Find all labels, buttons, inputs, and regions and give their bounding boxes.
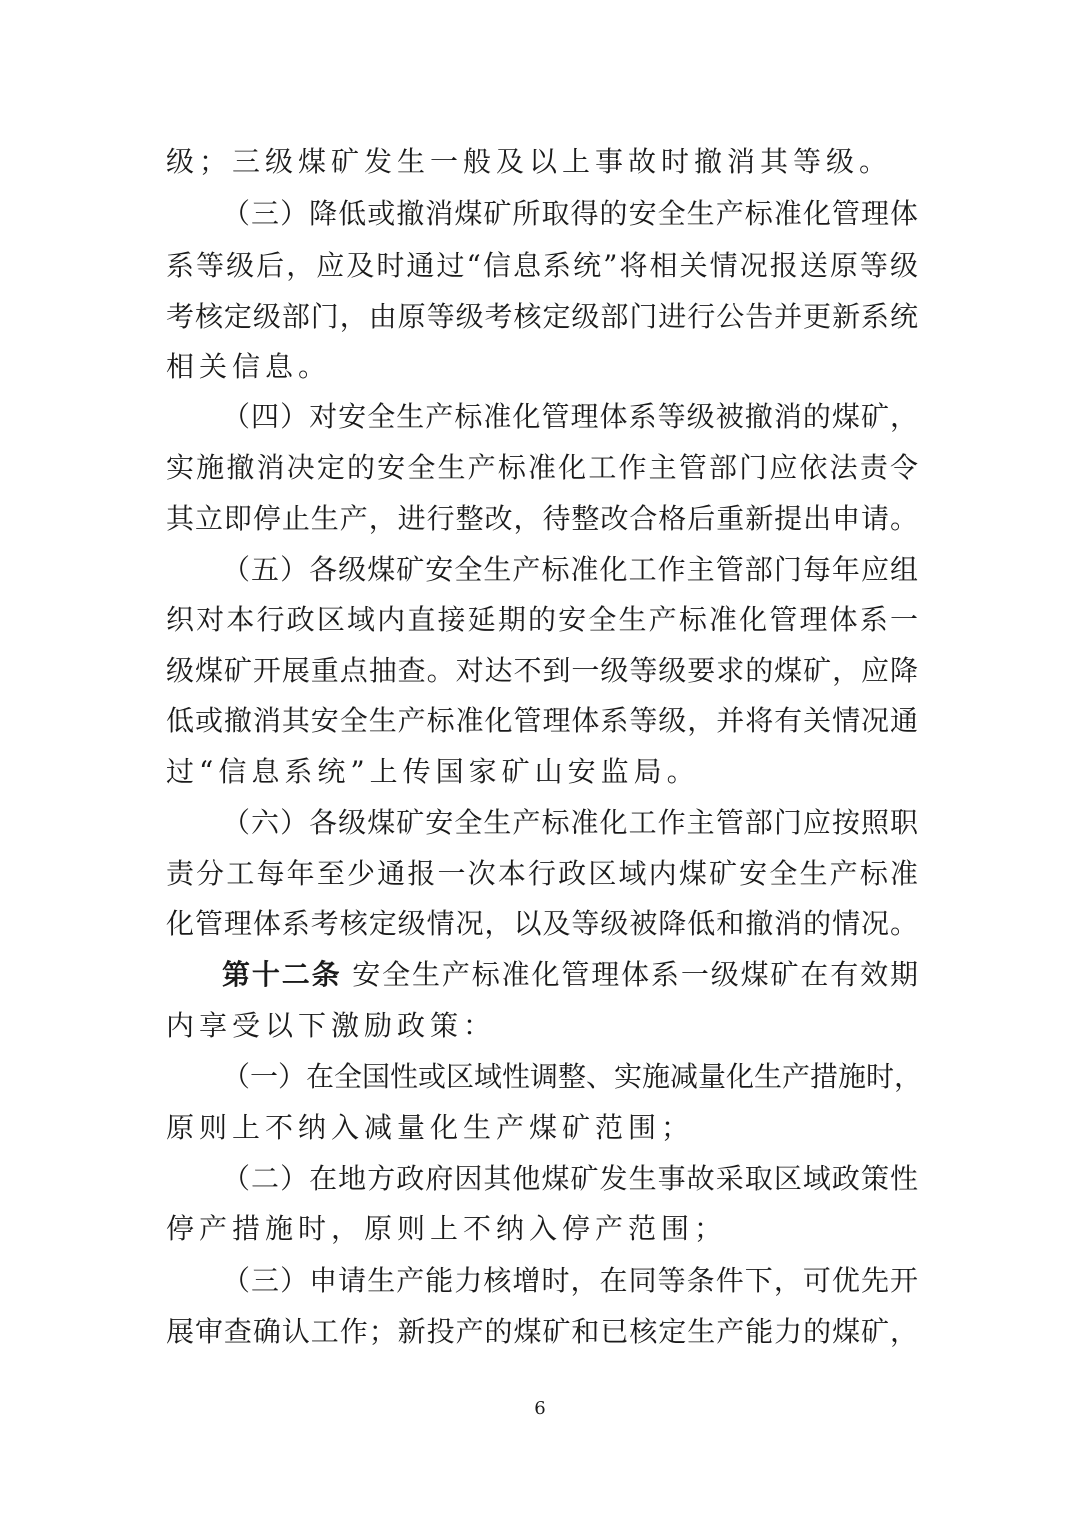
text-line-2: （三）降低或撤消煤矿所取得的安全生产标准化管理体	[222, 197, 918, 230]
text-line-12: 低或撤消其安全生产标准化管理体系等级，并将有关情况通	[166, 704, 918, 737]
text-line-11: 级煤矿开展重点抽查。对达不到一级等级要求的煤矿，应降	[166, 654, 918, 687]
text-line-5: 相关信息。	[166, 350, 332, 383]
article-heading: 第十二条	[222, 958, 342, 991]
text-line-10: 织对本行政区域内直接延期的安全生产标准化管理体系一	[166, 603, 918, 636]
text-line-4: 考核定级部门，由原等级考核定级部门进行公告并更新系统	[166, 300, 918, 333]
text-line-6: （四）对安全生产标准化管理体系等级被撤消的煤矿，	[222, 400, 918, 433]
text-line-15: 责分工每年至少通报一次本行政区域内煤矿安全生产标准	[166, 857, 918, 890]
text-line-23: （三）申请生产能力核增时，在同等条件下，可优先开	[222, 1264, 918, 1297]
text-line-20: 原则上不纳入减量化生产煤矿范围；	[166, 1111, 695, 1144]
text-line-14: （六）各级煤矿安全生产标准化工作主管部门应按照职	[222, 806, 918, 839]
text-line-16: 化管理体系考核定级情况，以及等级被降低和撤消的情况。	[166, 907, 918, 940]
article-heading-line	[222, 949, 918, 1001]
text-line-1: 级；三级煤矿发生一般及以上事故时撤消其等级。	[166, 145, 893, 178]
text-line-24: 展审查确认工作；新投产的煤矿和已核定生产能力的煤矿，	[166, 1315, 918, 1348]
text-line-22: 停产措施时，原则上不纳入停产范围；	[166, 1212, 728, 1245]
text-line-19: （一）在全国性或区域性调整、实施减量化生产措施时，	[222, 1060, 923, 1093]
text-line-13: 过“信息系统”上传国家矿山安监局。	[166, 755, 700, 788]
text-line-7: 实施撤消决定的安全生产标准化工作主管部门应依法责令	[166, 451, 918, 484]
text-line-9: （五）各级煤矿安全生产标准化工作主管部门每年应组	[222, 553, 918, 586]
text-line-8: 其立即停止生产，进行整改，待整改合格后重新提出申请。	[166, 502, 918, 535]
text-line-17: 安全生产标准化管理体系一级煤矿在有效期	[352, 958, 918, 991]
text-line-18: 内享受以下激励政策：	[166, 1009, 497, 1042]
page-number: 6	[534, 1398, 546, 1419]
text-line-21: （二）在地方政府因其他煤矿发生事故采取区域政策性	[222, 1162, 918, 1195]
text-line-3: 系等级后，应及时通过“信息系统”将相关情况报送原等级	[166, 249, 918, 282]
